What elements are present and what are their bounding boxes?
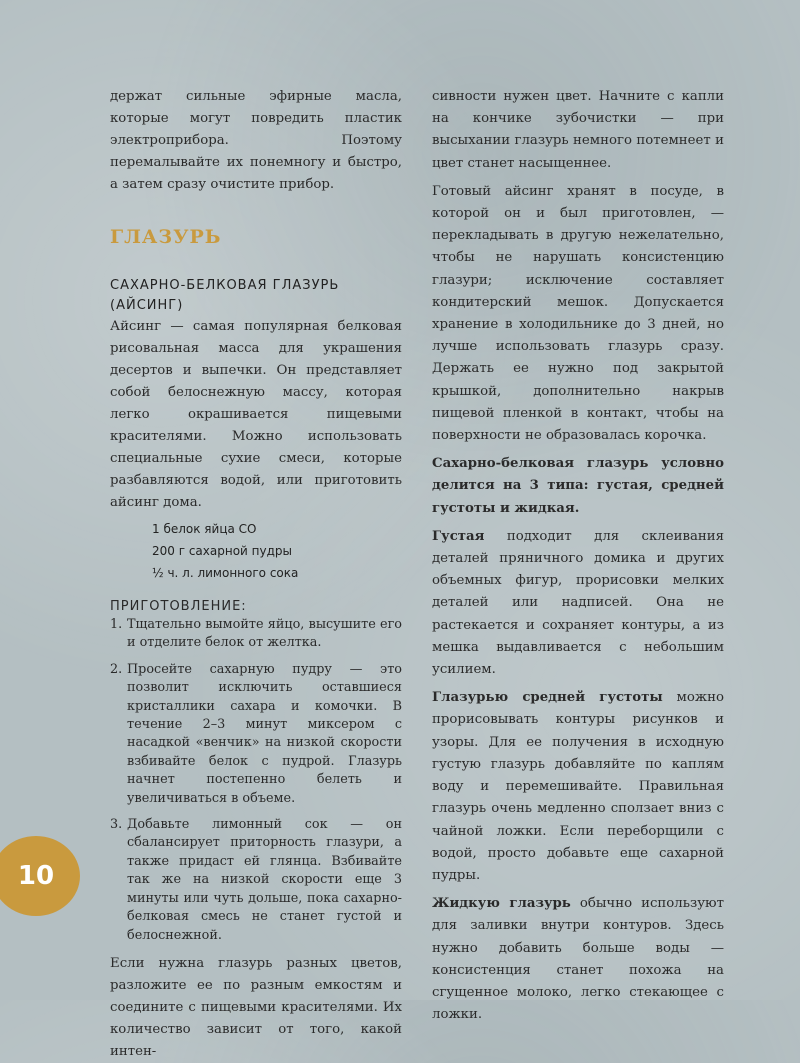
paragraph: сивности нужен цвет. Начните с капли на кончике зубочистки — при высыхании глазурь немного потемнеет и цвет станет насыщеннее. [432, 89, 724, 171]
left-column [110, 86, 402, 1063]
paragraph-text: можно прорисовывать контуры рисунков и узоры. Для ее получения в исходную густую глазурь добавляйте по каплям воду и перемешивайте. Правильная глазурь очень медленно сползает вниз с чайной ложки. Если переборщили с водой, просто добавьте еще сахарной пудры. [432, 690, 724, 883]
step-text: Просейте сахарную пудру — это позволит исключить оставшиеся кристаллики сахара и комочки. В течение 2–3 минут миксером с насадкой «венчик» на низкой скорости взбивайте белок с пудрой. Глазурь начнет постепенно белеть и увеличиваться в объеме. [127, 661, 402, 806]
paragraph-text: обычно используют для заливки внутри контуров. Здесь нужно добавить больше воды — консистенция станет похожа на сгущенное молоко, легко стекающее с ложки. [432, 896, 724, 1023]
section-title: ГЛАЗУРЬ [110, 226, 222, 248]
glaze-types-summary [432, 453, 724, 520]
bold-term: Глазурью средней густоты [432, 690, 663, 706]
ingredient-item: 1 белок яйца СО [152, 522, 257, 536]
step-number: 2. [110, 661, 123, 677]
thick-glaze-paragraph [432, 526, 724, 681]
step-item [110, 661, 402, 808]
outro-paragraph: Если нужна глазурь разных цветов, разложите ее по разным емкостям и соедините с пищевыми красителями. Их количество зависит от того, какой интен- [110, 955, 402, 1059]
paragraph-text: подходит для склеивания деталей пряничного домика и других объемных фигур, прорисовки мелких деталей или надписей. Она не растекается и сохраняет контуры, а из мешка выдавливается с небольшим усилием. [432, 528, 724, 678]
step-number: 3. [110, 817, 123, 833]
steps-list [110, 616, 402, 945]
ingredient-item: ½ ч. л. лимонного сока [152, 566, 299, 580]
step-item [110, 616, 402, 653]
liquid-glaze-paragraph [432, 893, 724, 1026]
ingredient-item: 200 г сахарной пудры [152, 544, 292, 558]
preparation-title: ПРИГОТОВЛЕНИЕ: [110, 599, 247, 614]
step-number: 1. [110, 617, 123, 632]
ingredients-list [152, 518, 402, 584]
step-text: Добавьте лимонный сок — он сбалансирует приторность глазури, а также придаст ей глянца. Взбивайте так же на низкой скорости еще 3 минуты или чуть дольше, пока сахарно-белковая смесь не станет густой и белоснежной. [127, 817, 402, 943]
step-item [110, 816, 402, 945]
paragraph: Готовый айсинг хранят в посуде, в которой он и был приготовлен, — перекладывать в другую нежелательно, чтобы не нарушать консистенцию глазури; исключение составляет кондитерский мешок. Допускается хранение в холодильнике до 3 дней, но лучше использовать глазурь сразу. Держать ее нужно под закрытой крышкой, дополнительно накрыв пищевой пленкой в контакт, чтобы на поверхности не образовалась корочка. [432, 183, 724, 444]
bold-text: Сахарно-белковая глазурь условно делится на 3 типа: густая, средней густоты и жидкая. [432, 456, 724, 516]
recipe-title: САХАРНО-БЕЛКОВАЯ ГЛАЗУРЬ (АЙСИНГ) [110, 278, 340, 313]
intro-paragraph: держат сильные эфирные масла, которые могут повредить пластик электроприбора. Поэтому перемалывайте их понемногу и быстро, а затем сразу очистите прибор. [110, 89, 402, 192]
bold-term: Жидкую глазурь [432, 896, 571, 912]
page-number-badge: 10 [0, 836, 80, 916]
bold-term: Густая [432, 528, 485, 544]
step-text: Тщательно вымойте яйцо, высушите его и отделите белок от желтка. [127, 617, 402, 651]
recipe-description: Айсинг — самая популярная белковая рисовальная масса для украшения десертов и выпечки. Он представляет собой белоснежную массу, которая легко окрашивается пищевыми красителями. Можно использовать специальные сухие смеси, которые разбавляются водой, или приготовить айсинг дома. [110, 319, 402, 510]
right-column [432, 86, 724, 1032]
medium-glaze-paragraph [432, 687, 724, 887]
